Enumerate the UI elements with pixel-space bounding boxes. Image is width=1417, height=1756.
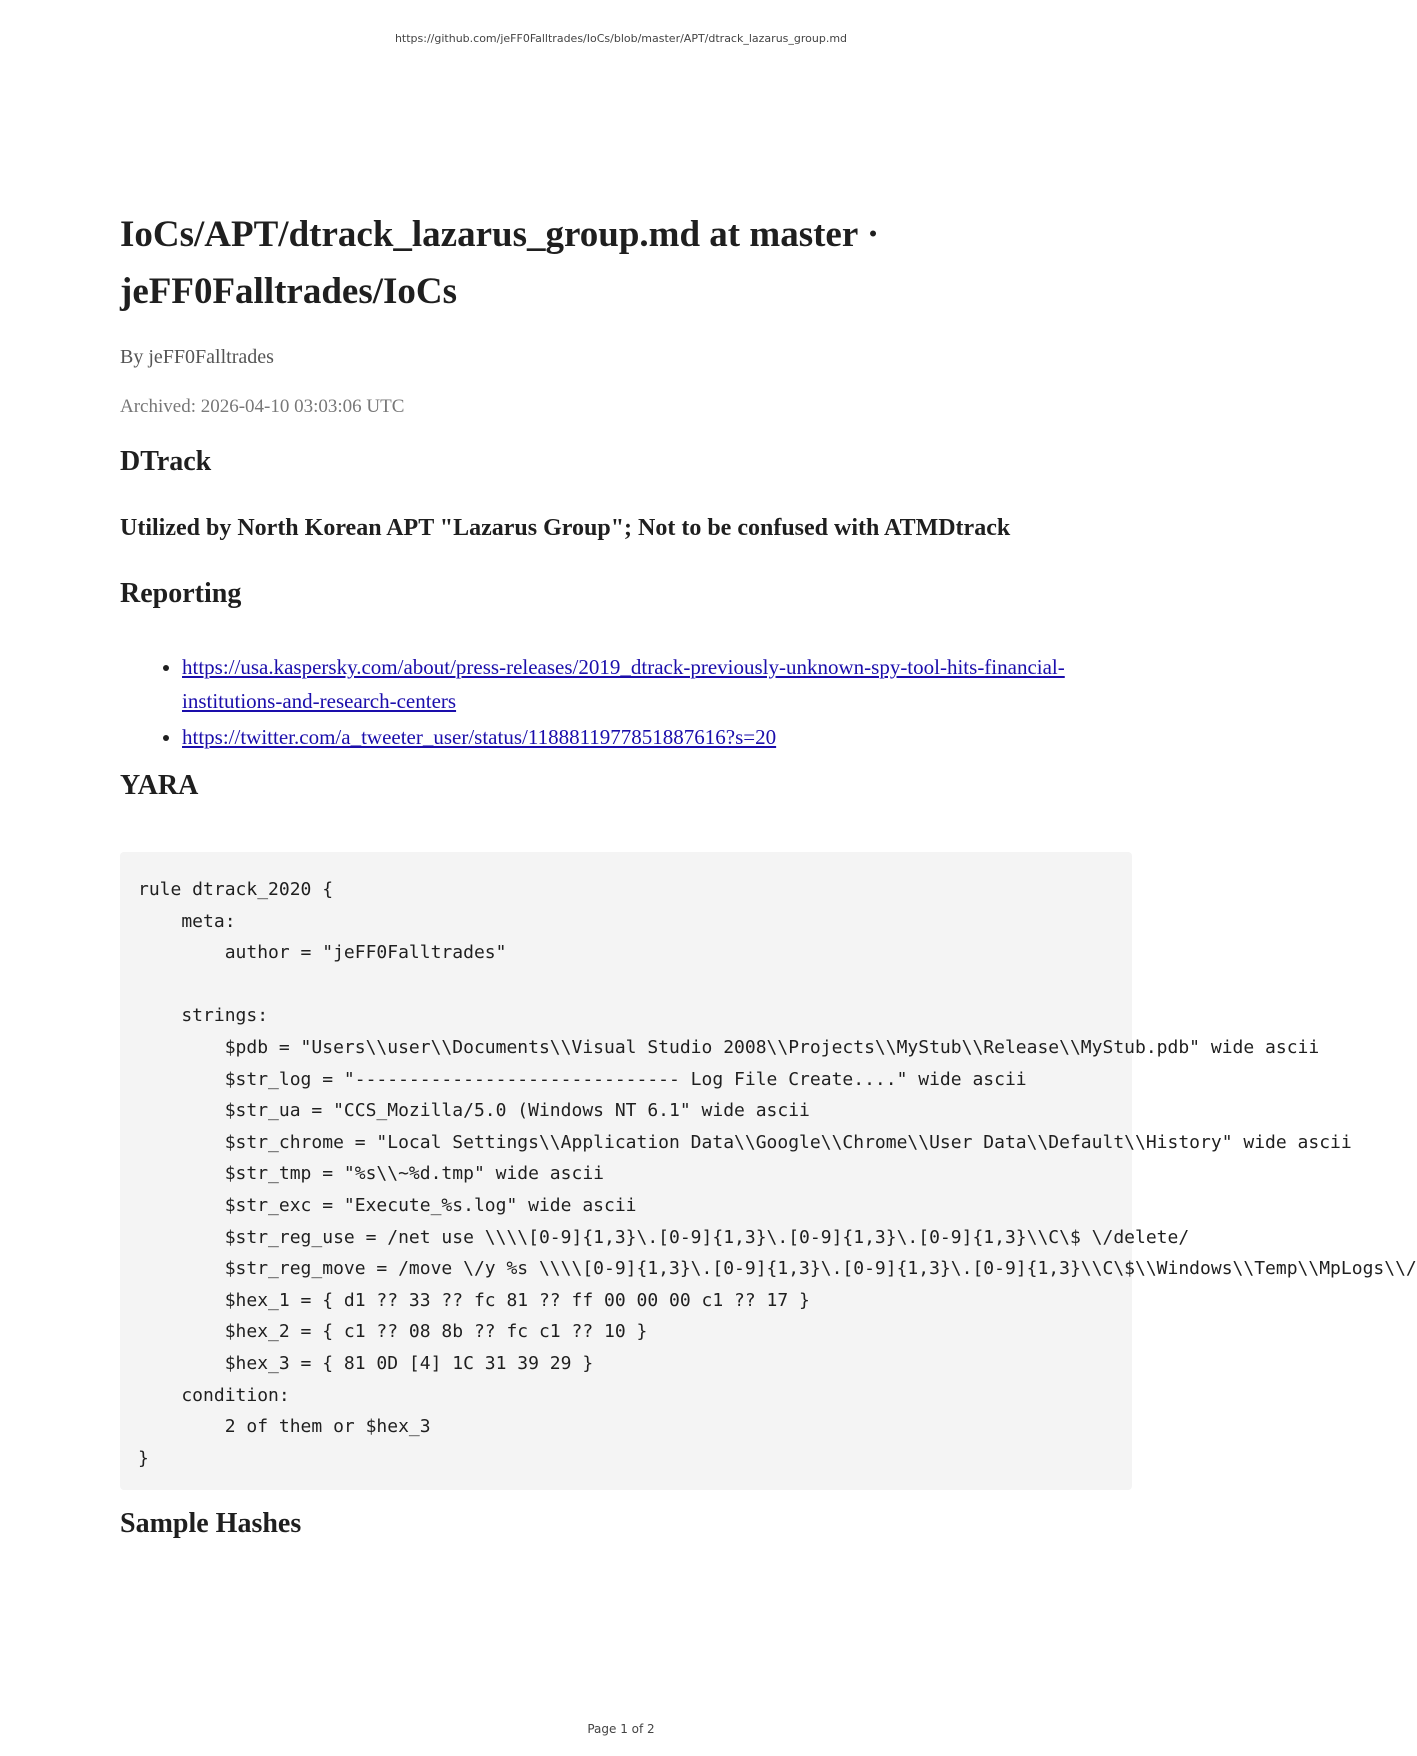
page-number: Page 1 of 2: [587, 1722, 655, 1736]
yara-code-block[interactable]: [120, 852, 1417, 1490]
list-item: [182, 650, 1132, 718]
heading-sample-hashes: Sample Hashes: [120, 1508, 302, 1539]
twitter-link[interactable]: https://twitter.com/a_tweeter_user/status/1188811977851887616?s=20: [182, 725, 777, 749]
page-url: https://github.com/jeFF0Falltrades/IoCs/blob/master/APT/dtrack_lazarus_group.md: [394, 32, 848, 45]
yara-rule-code: rule dtrack_2020 { meta: author = "jeFF0Falltrades" strings: $pdb = "Users\\user\\Documents\\Visual Studio 2008\\Projects\\MyStub\\Release\\MyStub.pdb" wide ascii $str_log = "------------------------------ Log File Create...." wide ascii $str_ua = "CCS_Mozilla/5.0 (Windows NT 6.1" wide ascii $str_chrome = "Local Settings\\Application Data\\Google\\Chrome\\User Data\\Default\\History" wide ascii $str_tmp = "%s\\~%d.tmp" wide ascii $str_exc = "Execute_%s.log" wide ascii $str_reg_use = /net use \\\\[0-9]{1,3}\.[0-9]{1,3}\.[0-9]{1,3}\.[0-9]{1,3}\\C\$ \/delete/ $str_reg_move = /move \/y %s \\\\[0-9]{1,3}\.[0-9]{1,3}\.[0-9]{1,3}\.[0-9]{1,3}\\C\$\\Windows\\Temp\\MpLogs\\/ $hex_1 = { d1 ?? 33 ?? fc 81 ?? ff 00 00 00 c1 ?? 17 } $hex_2 = { c1 ?? 08 8b ?? fc c1 ?? 10 } $hex_3 = { 81 0D [4] 1C 31 39 29 } condition: 2 of them or $hex_3 }: [138, 879, 1417, 1469]
page-title: IoCs/APT/dtrack_lazarus_group.md at master · jeFF0Falltrades/IoCs: [120, 214, 880, 312]
subheading-lazarus: Utilized by North Korean APT "Lazarus Group"; Not to be confused with ATMDtrack: [120, 515, 1011, 541]
byline: By jeFF0Falltrades: [120, 346, 274, 368]
heading-reporting: Reporting: [120, 578, 242, 609]
list-item: [182, 720, 1132, 754]
heading-dtrack: DTrack: [120, 446, 212, 477]
reporting-links: [120, 650, 1132, 756]
heading-yara: YARA: [120, 770, 199, 801]
archived-timestamp: Archived: 2026-04-10 03:03:06 UTC: [120, 396, 405, 417]
kaspersky-link[interactable]: https://usa.kaspersky.com/about/press-releases/2019_dtrack-previously-unknown-spy-tool-hits-financial-institutions-and-research-centers: [182, 655, 1065, 713]
